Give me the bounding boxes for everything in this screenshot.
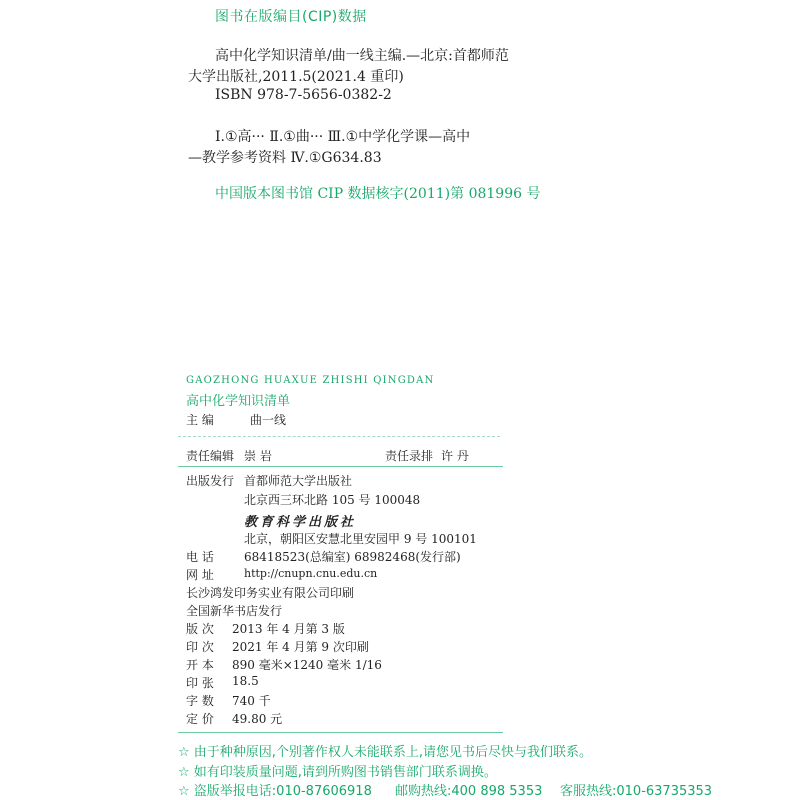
price: 49.80 元 [232,712,283,726]
book-title: 高中化学知识清单 [186,394,291,409]
sheets-label: 印 张 [186,676,214,690]
book-pinyin-title: GAOZHONG HUAXUE ZHISHI QINGDAN [186,375,435,386]
edition: 2013 年 4 月第 3 版 [232,622,345,636]
website-label: 网 址 [186,568,214,582]
chief-editor-label: 主 编 [186,413,214,427]
cip-header: 图书在版编目(CIP)数据 [215,9,367,25]
divider [178,732,503,733]
word-count-label: 字 数 [186,694,214,708]
typesetter-label: 责任录排 [385,449,434,463]
website: http://cnupn.cnu.edu.cn [244,567,378,580]
publisher-name-1: 首都师范大学出版社 [244,474,353,488]
responsible-editor: 崇 岩 [244,449,272,463]
printer: 长沙鸿发印务实业有限公司印刷 [186,586,355,600]
distributor: 全国新华书店发行 [186,604,283,618]
divider [178,466,503,467]
impression-label: 印 次 [186,640,214,654]
sheets: 18.5 [232,674,259,688]
price-label: 定 价 [186,712,214,726]
notice-2-text: 如有印装质量问题,请到所购图书销售部门联系调换。 [193,765,497,780]
star-icon: ☆ [178,765,190,780]
piracy-hotline: 盗版举报电话:010-87606918 [193,784,372,799]
format: 890 毫米×1240 毫米 1/16 [232,658,382,672]
word-count: 740 千 [232,694,271,708]
notice-1-text: 由于种种原因,个别著作权人未能联系上,请您见书后尽快与我们联系。 [193,745,593,760]
publisher-logo-wordmark: 教育科学出版社 [244,515,357,530]
publisher-address-1: 北京西三环北路 105 号 100048 [244,493,421,507]
mail-order-hotline: 邮购热线:400 898 5353 [395,784,543,799]
phone: 68418523(总编室) 68982468(发行部) [244,550,461,564]
notice-1 [178,741,592,760]
phone-label: 电 话 [186,550,214,564]
format-label: 开 本 [186,658,214,672]
impression: 2021 年 4 月第 9 次印刷 [232,640,369,654]
cip-library-number: 中国版本图书馆 CIP 数据核字(2011)第 081996 号 [215,186,541,202]
star-icon: ☆ [178,784,190,799]
edition-label: 版 次 [186,622,214,636]
cip-isbn: ISBN 978-7-5656-0382-2 [215,87,392,103]
cip-classification-1: Ⅰ.①高··· Ⅱ.①曲··· Ⅲ.①中学化学课—高中 [215,129,471,145]
divider [178,436,500,437]
notice-3 [178,780,372,799]
publisher-label: 出版发行 [186,474,235,488]
cip-classification-2: —教学参考资料 Ⅳ.①G634.83 [188,150,382,166]
typesetter: 许 丹 [441,449,469,463]
notice-2 [178,761,497,780]
cip-line-2: 大学出版社,2011.5(2021.4 重印) [188,69,404,85]
chief-editor: 曲一线 [250,413,287,427]
responsible-editor-label: 责任编辑 [186,449,235,463]
cip-line-1: 高中化学知识清单/曲一线主编.—北京:首都师范 [215,48,509,64]
customer-service-hotline: 客服热线:010-63735353 [560,784,713,799]
publisher-address-2: 北京，朝阳区安慧北里安园甲 9 号 100101 [244,532,477,546]
star-icon: ☆ [178,745,190,760]
